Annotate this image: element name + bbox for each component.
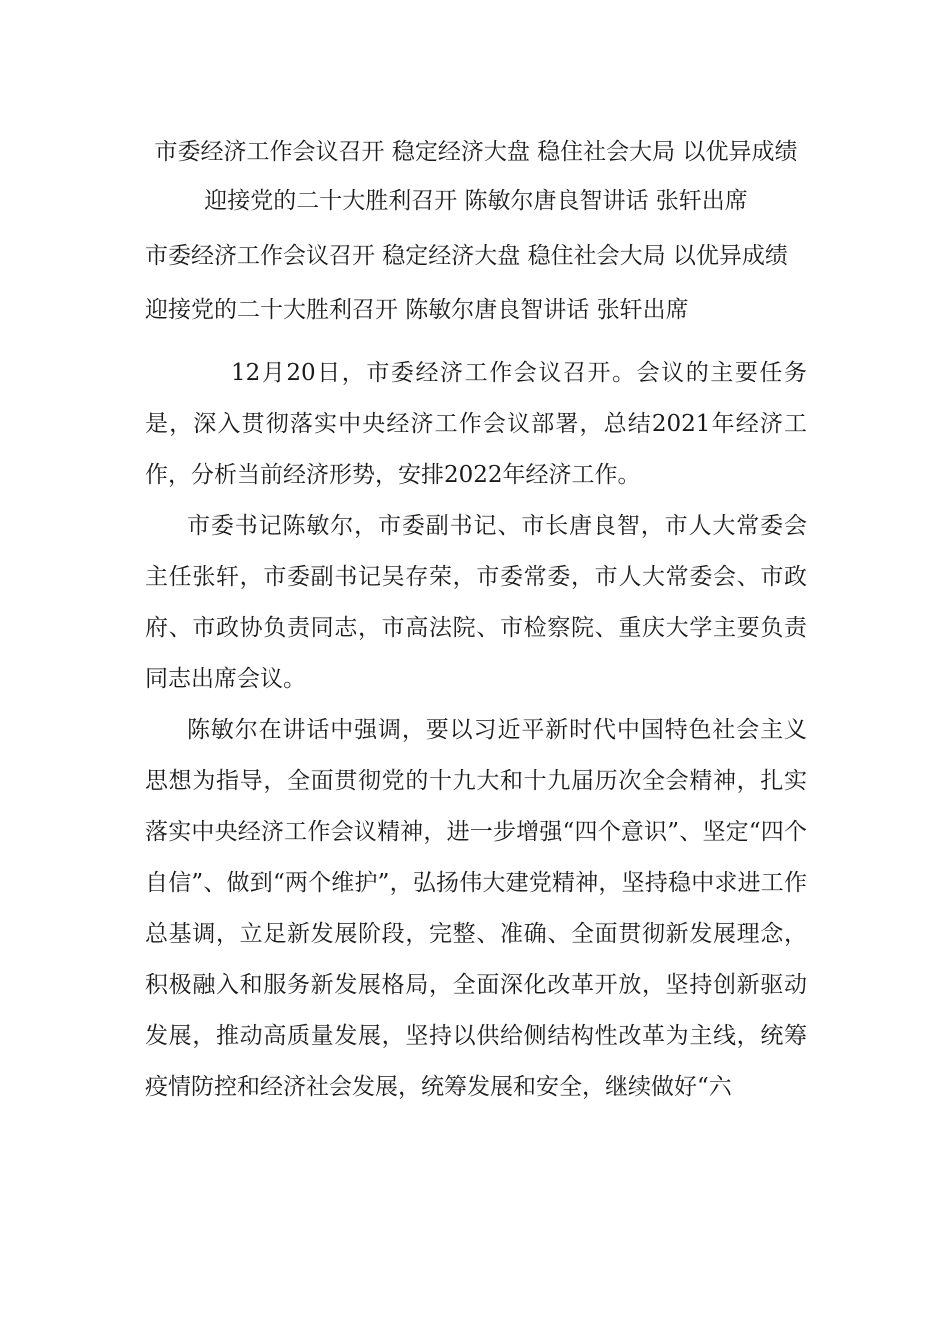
paragraph-attendees: 市委书记陈敏尔，市委副书记、市长唐良智，市人大常委会主任张轩，市委副书记吴存荣，市委常委，市人大常委会、市政府、市政协负责同志，市高法院、市检察院、重庆大学主要负责同志出席会议。 (145, 513, 807, 692)
document-title-repeat: 市委经济工作会议召开 稳定经济大盘 稳住社会大局 以优异成绩迎接党的二十大胜利召开 陈敏尔唐良智讲话 张轩出席 (145, 243, 788, 323)
document-title: 市委经济工作会议召开 稳定经济大盘 稳住社会大局 以优异成绩迎接党的二十大胜利召开 陈敏尔唐良智讲话 张轩出席 (154, 139, 798, 214)
paragraph-speech: 陈敏尔在讲话中强调，要以习近平新时代中国特色社会主义思想为指导，全面贯彻党的十九大和十九届历次全会精神，扎实落实中央经济工作会议精神，进一步增强“四个意识”、坚定“四个自信”、做到“两个维护”，弘扬伟大建党精神，坚持稳中求进工作总基调，立足新发展阶段，完整、准确、全面贯彻新发展理念，积极融入和服务新发展格局，全面深化改革开放，坚持创新驱动发展，推动高质量发展，坚持以供给侧结构性改革为主线，统筹疫情防控和经济社会发展，统筹发展和安全，继续做好“六 (145, 717, 807, 1100)
document-page (145, 128, 807, 1113)
paragraph-meeting-summary: 12月20日，市委经济工作会议召开。会议的主要任务是，深入贯彻落实中央经济工作会议部署，总结2021年经济工作，分析当前经济形势，安排2022年经济工作。 (145, 360, 807, 488)
